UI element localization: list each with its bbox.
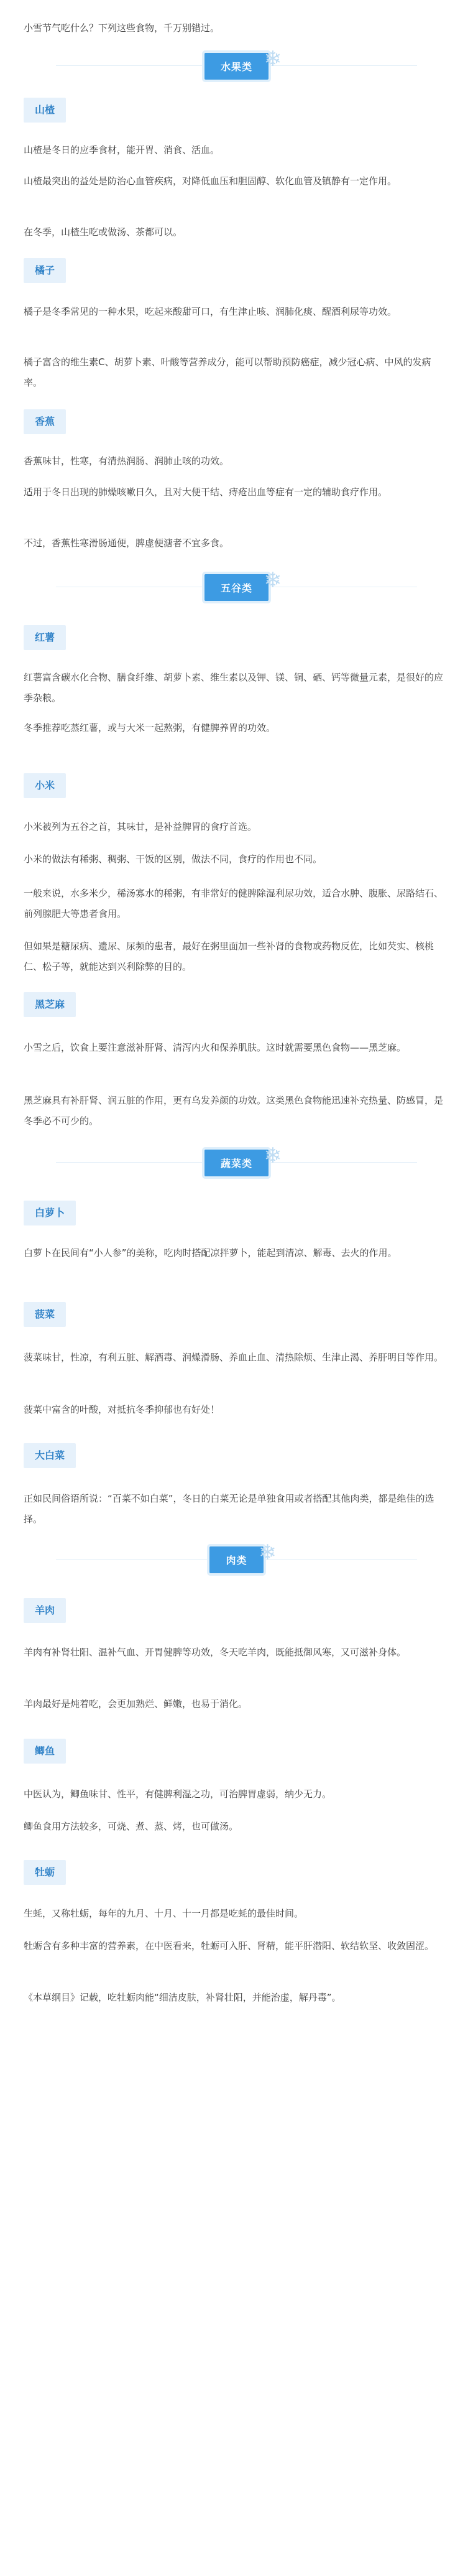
paragraph: 山楂是冬日的应季食材，能开胃、消食、活血。	[24, 144, 220, 156]
item-tag-bailuobo: 白萝卜	[24, 1201, 76, 1225]
section-title-text: 水果类	[220, 60, 252, 73]
section-title	[204, 46, 282, 80]
paragraph: 菠菜味甘，性凉，有利五脏、解酒毒、润燥滑肠、养血止血、清热除烦、生津止渴、养肝明目等作用。	[24, 1352, 444, 1363]
divider	[262, 1559, 417, 1560]
intro-text: 小雪节气吃什么？下列这些食物，千万别错过。	[24, 22, 220, 34]
item-tag-heizhima: 黑芝麻	[24, 992, 76, 1017]
paragraph: 牡蛎含有多种丰富的营养素，在中医看来，牡蛎可入肝、肾精，能平肝潜阳、软结软坚、收敛固涩。	[24, 1940, 434, 1951]
paragraph: 鲫鱼食用方法较多，可烧、煮、蒸、烤，也可做汤。	[24, 1821, 239, 1832]
paragraph: 山楂最突出的益处是防治心血管疾病，对降低血压和胆固醇、软化血管及镇静有一定作用。	[24, 175, 397, 187]
snowflake-icon: ❄	[264, 1143, 282, 1168]
section-title-text: 肉类	[226, 1554, 247, 1566]
paragraph: 冬季推荐吃蒸红薯，或与大米一起熬粥，有健脾养胃的功效。	[24, 722, 276, 733]
paragraph: 橘子富含的维生素C、胡萝卜素、叶酸等营养成分，能可以帮助预防癌症，减少冠心病、中风的发病率。	[24, 356, 431, 388]
item-tag-xiaomi: 小米	[24, 773, 66, 798]
paragraph: 香蕉味甘，性寒，有清热润肠、润肺止咳的功效。	[24, 455, 229, 467]
item-tag-juzi: 橘子	[24, 258, 66, 283]
divider	[262, 1162, 417, 1163]
section-banner-vegetables	[0, 1143, 473, 1179]
paragraph: 在冬季，山楂生吃或做汤、茶都可以。	[24, 226, 183, 238]
section-title	[204, 567, 282, 601]
divider	[56, 1162, 211, 1163]
paragraph: 中医认为，鲫鱼味甘、性平，有健脾利湿之功，可治脾胃虚弱，纳少无力。	[24, 1788, 332, 1800]
paragraph: 羊肉有补肾壮阳、温补气血、开胃健脾等功效，冬天吃羊肉，既能抵御风寒，又可滋补身体。	[24, 1647, 406, 1658]
paragraph: 白萝卜在民间有“小人参”的美称，吃肉时搭配凉拌萝卜，能起到清凉、解毒、去火的作用。	[24, 1247, 397, 1258]
paragraph: 羊肉最好是炖着吃，会更加熟烂、鲜嫩，也易于消化。	[24, 1698, 248, 1709]
section-title	[204, 1143, 282, 1176]
paragraph: 小雪之后，饮食上要注意滋补肝肾、清泻内火和保养肌肤。这时就需要黑色食物——黑芝麻。	[24, 1042, 406, 1053]
divider	[56, 1559, 211, 1560]
snowflake-icon: ❄	[264, 46, 282, 72]
divider	[262, 65, 417, 66]
item-tag-shanzha: 山楂	[24, 98, 66, 123]
item-tag-yangrou: 羊肉	[24, 1598, 66, 1623]
paragraph: 小米的做法有稀粥、稠粥、干饭的区别，做法不同，食疗的作用也不同。	[24, 853, 323, 865]
paragraph: 一般来说，水多米少，稀汤寡水的稀粥，有非常好的健脾除湿利尿功效，适合水肿、腹胀、尿路结石、前列腺肥大等患者食用。	[24, 888, 444, 919]
paragraph: 但如果是糖尿病、遗尿、尿频的患者，最好在粥里面加一些补肾的食物或药物反佐，比如芡实、核桃仁、松子等，就能达到兴利除弊的目的。	[24, 941, 434, 972]
paragraph: 菠菜中富含的叶酸，对抵抗冬季抑郁也有好处！	[24, 1404, 220, 1415]
item-tag-xiangjiao: 香蕉	[24, 409, 66, 434]
section-banner-meat	[0, 1540, 473, 1576]
paragraph: 黑芝麻具有补肝肾、润五脏的作用，更有乌发养颜的功效。这类黑色食物能迅速补充热量、防感冒，是冬季必不可少的。	[24, 1095, 444, 1127]
section-title-text: 五谷类	[220, 582, 252, 594]
item-tag-hongshu: 红薯	[24, 625, 66, 650]
snowflake-icon: ❄	[264, 567, 282, 593]
paragraph: 橘子是冬季常见的一种水果，吃起来酸甜可口，有生津止咳、润肺化痰、醒酒利尿等功效。	[24, 306, 397, 317]
paragraph: 正如民间俗语所说：“百菜不如白菜”，冬日的白菜无论是单独食用或者搭配其他肉类，都是绝佳的选择。	[24, 1493, 434, 1525]
section-title	[209, 1540, 277, 1573]
paragraph: 不过，香蕉性寒滑肠通便，脾虚便溏者不宜多食。	[24, 537, 229, 549]
snowflake-icon: ❄	[259, 1540, 277, 1565]
paragraph: 适用于冬日出现的肺燥咳嗽日久，且对大便干结、痔疮出血等症有一定的辅助食疗作用。	[24, 486, 388, 498]
section-banner-grains	[0, 567, 473, 603]
section-title-text: 蔬菜类	[220, 1157, 252, 1169]
divider	[56, 65, 211, 66]
paragraph: 《本草纲目》记载，吃牡蛎肉能“细洁皮肤，补肾壮阳，并能治虚，解丹毒”。	[24, 1992, 341, 2003]
paragraph: 生蚝，又称牡蛎，每年的九月、十月、十一月都是吃蚝的最佳时间。	[24, 1908, 304, 1919]
section-banner-fruits	[0, 46, 473, 82]
paragraph: 红薯富含碳水化合物、膳食纤维、胡萝卜素、维生素以及钾、镁、铜、硒、钙等微量元素，是很好的应季杂粮。	[24, 672, 444, 704]
paragraph: 小米被列为五谷之首，其味甘，是补益脾胃的食疗首选。	[24, 821, 257, 832]
item-tag-bocai: 菠菜	[24, 1302, 66, 1327]
item-tag-muli: 牡蛎	[24, 1860, 66, 1885]
item-tag-baicai: 大白菜	[24, 1443, 76, 1468]
item-tag-jiyu: 鲫鱼	[24, 1739, 66, 1764]
